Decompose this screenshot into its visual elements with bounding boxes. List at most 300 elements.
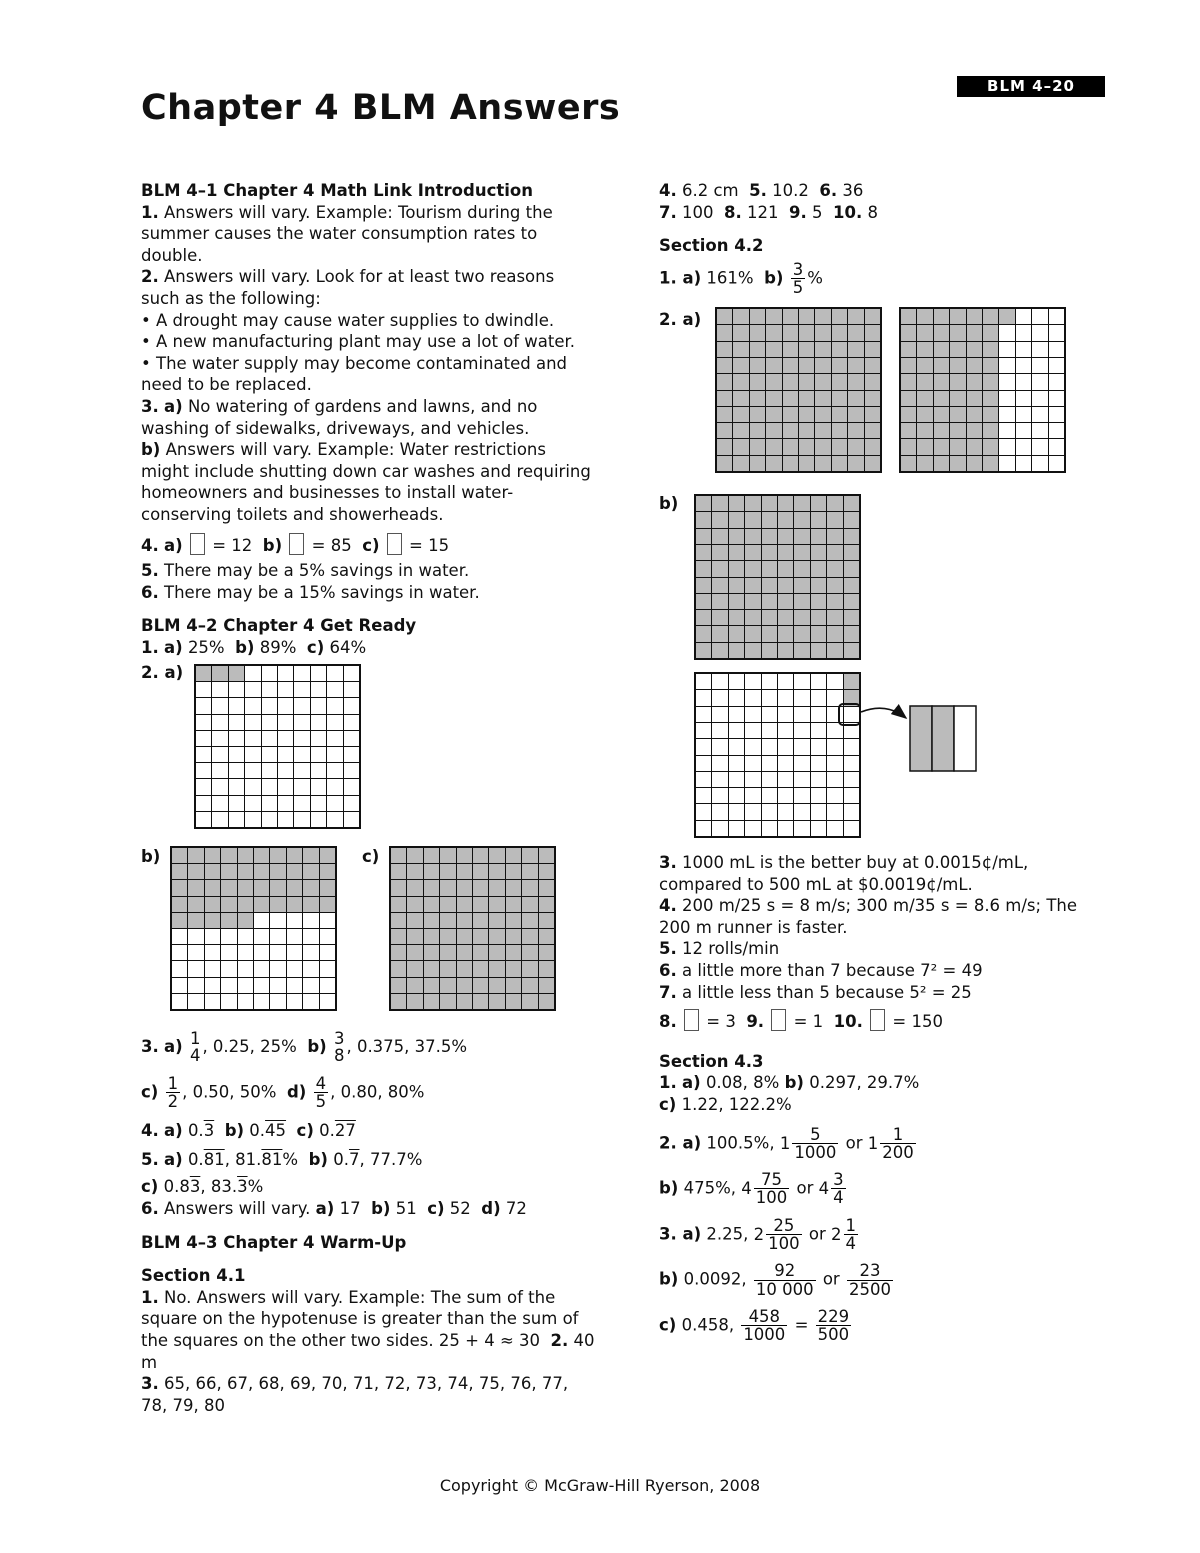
grid-cell [717, 407, 732, 422]
grid-cell [1049, 309, 1064, 324]
grid-cell [278, 763, 293, 778]
grid-cell [391, 978, 406, 993]
grid-cell [729, 804, 744, 819]
grid-cell [811, 723, 826, 738]
zoom-diagram [836, 698, 986, 778]
grid-cell [188, 880, 203, 895]
grid-cell [983, 325, 998, 340]
grid-cell [844, 804, 859, 819]
grid-cell [983, 391, 998, 406]
grid-cell [278, 731, 293, 746]
grid-cell [311, 666, 326, 681]
grid-cell [238, 880, 253, 895]
grid-cell [712, 772, 727, 787]
grid-cell [303, 929, 318, 944]
grid-cell [262, 763, 277, 778]
answer-item: 4. 200 m/25 s = 8 m/s; 300 m/35 s = 8.6 m/s; The 200 m runner is faster. [659, 896, 1078, 937]
grid-cell [1049, 358, 1064, 373]
grid-cell [745, 578, 760, 593]
grid-cell [901, 374, 916, 389]
grid-cell [799, 456, 814, 471]
grid-cell [799, 439, 814, 454]
grid-cell [717, 391, 732, 406]
grid-cell [778, 788, 793, 803]
answer-item: 6. Answers will vary. a) 17 b) 51 c) 52 d) 72 [141, 1199, 527, 1219]
grid-cell [1032, 325, 1047, 340]
grid-cell [865, 342, 880, 357]
grid-cell [778, 723, 793, 738]
grid-cell [311, 796, 326, 811]
grid-cell [489, 864, 504, 879]
grid-cell [766, 391, 781, 406]
grid-cell [999, 407, 1014, 422]
grid-cell [745, 674, 760, 689]
grid-cell [320, 864, 335, 879]
grid-cell [205, 880, 220, 895]
grid-cell [303, 913, 318, 928]
grid-cell [172, 897, 187, 912]
grid-cell [733, 358, 748, 373]
grid-cell [745, 772, 760, 787]
grid-cell [745, 545, 760, 560]
grid-cell [799, 407, 814, 422]
grid-cell [172, 864, 187, 879]
grid-cell [762, 772, 777, 787]
grid-cell [696, 578, 711, 593]
grid-cell [407, 945, 422, 960]
grid-cell [934, 423, 949, 438]
grid-cell [967, 423, 982, 438]
grid-cell [745, 496, 760, 511]
grid-cell [848, 423, 863, 438]
grid-cell [783, 358, 798, 373]
grid-cell [762, 756, 777, 771]
grid-cell [205, 994, 220, 1009]
grid-cell [794, 626, 809, 641]
grid-cell [783, 325, 798, 340]
grid-cell [270, 929, 285, 944]
answer-item: 3. 65, 66, 67, 68, 69, 70, 71, 72, 73, 74, 75, 76, 77, 78, 79, 80 [141, 1374, 569, 1415]
answer-item: 5. a) 0.81, 81.81% b) 0.7, 77.7% [141, 1149, 423, 1169]
grid-cell [762, 626, 777, 641]
answer-item: 6. There may be a 15% savings in water. [141, 582, 480, 602]
grid-cell [205, 897, 220, 912]
grid-cell [327, 715, 342, 730]
grid-cell [799, 423, 814, 438]
grid-cell [344, 812, 359, 827]
grid-cell [745, 610, 760, 625]
grid-cell [762, 643, 777, 658]
grid-cell [783, 407, 798, 422]
grid-cell [196, 666, 211, 681]
grid-cell [270, 961, 285, 976]
grid-cell [221, 961, 236, 976]
grid-cell [934, 342, 949, 357]
grid-cell [815, 325, 830, 340]
grid-cell [983, 309, 998, 324]
grid-cell [783, 309, 798, 324]
grid-cell [811, 496, 826, 511]
grid-cell [262, 779, 277, 794]
section-4-2-heading: Section 4.2 [659, 236, 764, 256]
grid-cell [229, 682, 244, 697]
grid-cell [712, 804, 727, 819]
answer-item: 4. a) = 12 b) = 85 c) = 15 [141, 533, 596, 557]
grid-cell [506, 913, 521, 928]
grid-cell [901, 342, 916, 357]
grid-cell [522, 978, 537, 993]
grid-cell [391, 961, 406, 976]
grid-cell [522, 961, 537, 976]
grid-cell [440, 913, 455, 928]
grid-cell [172, 880, 187, 895]
grid-cell [712, 674, 727, 689]
grid-cell [327, 796, 342, 811]
grid-cell [196, 796, 211, 811]
grid-cell [811, 610, 826, 625]
grid-cell [391, 897, 406, 912]
grid-cell [188, 994, 203, 1009]
grid-cell [799, 391, 814, 406]
grid-cell [212, 812, 227, 827]
grid-cell [188, 897, 203, 912]
blank-box [387, 533, 402, 555]
grid-cell [311, 731, 326, 746]
grid-cell [794, 529, 809, 544]
left-lower [141, 1020, 596, 1416]
grid-cell [848, 407, 863, 422]
grid-cell [844, 578, 859, 593]
grid-cell [778, 674, 793, 689]
grid-cell [827, 674, 842, 689]
grid-cell [327, 812, 342, 827]
grid-cell [983, 456, 998, 471]
grid-cell [1032, 407, 1047, 422]
grid-cell [344, 731, 359, 746]
grid-cell [424, 848, 439, 863]
grid-cell [1032, 358, 1047, 373]
s2a-label: 2. a) [659, 310, 702, 329]
grid-cell [172, 994, 187, 1009]
blm1-heading: BLM 4–1 Chapter 4 Math Link Introduction [141, 181, 533, 200]
grid-cell [745, 804, 760, 819]
answer-item: 3. 1000 mL is the better buy at 0.0015¢/mL, compared to 500 mL at $0.0019¢/mL. [659, 853, 1029, 894]
grid-cell [827, 821, 842, 836]
grid-cell [815, 342, 830, 357]
grid-cell [983, 423, 998, 438]
grid-cell [311, 715, 326, 730]
grid-cell [967, 325, 982, 340]
grid-cell [473, 864, 488, 879]
grid-cell [262, 698, 277, 713]
grid-cell [457, 945, 472, 960]
grid-cell [811, 594, 826, 609]
grid-cell [539, 961, 554, 976]
grid-cell [696, 643, 711, 658]
grid-cell [229, 698, 244, 713]
grid-cell [799, 358, 814, 373]
grid-cell [745, 821, 760, 836]
grid-cell [917, 358, 932, 373]
right-column [659, 180, 1099, 296]
grid-cell [205, 929, 220, 944]
grid-cell [934, 374, 949, 389]
grid-cell [1049, 342, 1064, 357]
grid-cell [745, 756, 760, 771]
grid-cell [844, 496, 859, 511]
grid-cell [294, 779, 309, 794]
grid-cell [696, 821, 711, 836]
grid-cell [827, 594, 842, 609]
grid-cell [815, 358, 830, 373]
grid-cell [848, 374, 863, 389]
grid-cell [901, 391, 916, 406]
blank-box [771, 1009, 786, 1031]
grid-cell [794, 594, 809, 609]
grid-cell [917, 456, 932, 471]
fraction: $\frac{25}{100}$ [768, 1215, 800, 1254]
grid-cell [1032, 342, 1047, 357]
grid-cell [729, 756, 744, 771]
grid-cell [245, 666, 260, 681]
grid-cell [311, 763, 326, 778]
grid-cell [1032, 374, 1047, 389]
grid-cell [320, 994, 335, 1009]
grid-cell [245, 715, 260, 730]
grid-cell [270, 945, 285, 960]
grid-cell [254, 978, 269, 993]
grid-cell [457, 961, 472, 976]
grid-cell [489, 913, 504, 928]
grid-cell [539, 929, 554, 944]
grid-cell [473, 880, 488, 895]
grid-cell [778, 707, 793, 722]
grid-cell [762, 578, 777, 593]
grid-cell [522, 897, 537, 912]
grid-cell [844, 512, 859, 527]
grid-cell [344, 747, 359, 762]
grid-cell [844, 610, 859, 625]
grid-cell [844, 674, 859, 689]
grid-cell [229, 666, 244, 681]
grid-cell [999, 456, 1014, 471]
page-title: Chapter 4 BLM Answers [141, 88, 621, 128]
grid-cell [424, 945, 439, 960]
grid-cell [766, 342, 781, 357]
grid-cell [950, 309, 965, 324]
grid-cell [712, 561, 727, 576]
grid-cell [1016, 325, 1031, 340]
right-lower [659, 852, 1099, 1354]
grid-cell [327, 666, 342, 681]
grid-cell [303, 864, 318, 879]
grid-cell [440, 978, 455, 993]
grid-cell [745, 690, 760, 705]
grid-cell [783, 439, 798, 454]
grid-cell [827, 561, 842, 576]
grid-cell [712, 739, 727, 754]
grid-cell [188, 913, 203, 928]
grid-cell [457, 978, 472, 993]
answer-item: 1. a) 161% b) $\frac{3}{5}$ % [659, 259, 823, 298]
grid-cell [999, 342, 1014, 357]
grid-cell [188, 978, 203, 993]
grid-cell [294, 715, 309, 730]
grid-cell [717, 358, 732, 373]
grid-cell [815, 391, 830, 406]
grid-cell [1016, 342, 1031, 357]
grid-cell [745, 626, 760, 641]
grid-cell [489, 880, 504, 895]
grid-cell [766, 439, 781, 454]
grid-cell [172, 913, 187, 928]
grid-cell [196, 812, 211, 827]
grid-cell [229, 796, 244, 811]
grid-cell [327, 779, 342, 794]
grid-cell [221, 880, 236, 895]
grid-cell [729, 578, 744, 593]
grid-cell [391, 913, 406, 928]
grid-cell [212, 731, 227, 746]
grid-cell [327, 731, 342, 746]
grid-cell [811, 643, 826, 658]
grid-cell [221, 945, 236, 960]
grid-cell [917, 325, 932, 340]
grid-cell [473, 913, 488, 928]
grid-cell [844, 561, 859, 576]
fraction: $\frac{4}{5}$ [315, 1073, 327, 1111]
grid-cell [967, 309, 982, 324]
grid-cell [457, 880, 472, 895]
grid-cell [278, 812, 293, 827]
grid-cell [287, 945, 302, 960]
grid-cell [212, 715, 227, 730]
grid-cell [229, 715, 244, 730]
grid-cell [865, 423, 880, 438]
grid-cell [407, 961, 422, 976]
grid-cell [983, 342, 998, 357]
section-4-3-heading: Section 4.3 [659, 1051, 764, 1071]
grid-cell [1016, 358, 1031, 373]
grid-cell [950, 407, 965, 422]
grid-cell [745, 788, 760, 803]
grid-cell [457, 994, 472, 1009]
grid-cell [1016, 391, 1031, 406]
grid-cell [473, 945, 488, 960]
fraction: $\frac{75}{100}$ [755, 1170, 788, 1208]
grid-cell [344, 682, 359, 697]
grid-cell [827, 788, 842, 803]
grid-cell [832, 391, 847, 406]
grid-cell [865, 309, 880, 324]
grid-cell [750, 358, 765, 373]
grid-cell [778, 690, 793, 705]
grid-cell [221, 897, 236, 912]
grid-cell [712, 594, 727, 609]
grid-cell [999, 423, 1014, 438]
grid-cell [783, 342, 798, 357]
grid-cell [950, 439, 965, 454]
grid-cell [506, 880, 521, 895]
grid-cell [750, 407, 765, 422]
grid-cell [778, 529, 793, 544]
grid-cell [729, 496, 744, 511]
grid-cell [778, 578, 793, 593]
grid-cell [717, 439, 732, 454]
grid-cell [778, 610, 793, 625]
grid-cell [917, 342, 932, 357]
grid-cell [827, 626, 842, 641]
grid-cell [717, 309, 732, 324]
grid-cell [799, 325, 814, 340]
grid-cell [278, 779, 293, 794]
grid-cell [794, 512, 809, 527]
grid-cell [729, 529, 744, 544]
answer-item: 7. a little less than 5 because 5² = 25 [659, 982, 972, 1002]
grid-cell [391, 880, 406, 895]
grid-cell [539, 913, 554, 928]
grid-cell [811, 561, 826, 576]
grid-cell [196, 779, 211, 794]
grid-cell [212, 779, 227, 794]
grid-cell [254, 848, 269, 863]
grid-cell [799, 342, 814, 357]
grid-cell [950, 391, 965, 406]
grid-cell [294, 731, 309, 746]
grid-cell [762, 804, 777, 819]
grid-cell [983, 374, 998, 389]
grid-cell [1049, 391, 1064, 406]
grid-cell [221, 978, 236, 993]
grid-cell [783, 423, 798, 438]
grid-cell [245, 796, 260, 811]
grid-cell [320, 897, 335, 912]
grid-cell [294, 698, 309, 713]
grid-cell [844, 821, 859, 836]
grid-cell [440, 994, 455, 1009]
grid-cell [762, 512, 777, 527]
grid-cell [287, 880, 302, 895]
grid-cell [473, 978, 488, 993]
grid-cell [287, 848, 302, 863]
grid-cell [811, 512, 826, 527]
grid-cell [245, 763, 260, 778]
grid-cell [440, 864, 455, 879]
grid-cell [303, 994, 318, 1009]
grid-cell [766, 325, 781, 340]
grid-cell [729, 610, 744, 625]
grid-cell [172, 929, 187, 944]
grid-cell [303, 848, 318, 863]
grid-cell [311, 747, 326, 762]
grid-cell [489, 961, 504, 976]
grid-cell [778, 739, 793, 754]
grid-cell [287, 897, 302, 912]
grid-cell [489, 929, 504, 944]
grid-cell [717, 456, 732, 471]
grid-cell [320, 913, 335, 928]
grid-cell [440, 880, 455, 895]
copyright-footer: Copyright © McGraw-Hill Ryerson, 2008 [439, 1476, 761, 1495]
answer-item: 2. a) 100.5%, 1 $\frac{5}{1000}$ or 1 $\frac{1}{200}$ [659, 1124, 914, 1162]
grid-cell [1016, 439, 1031, 454]
zoom-third-shaded [910, 706, 932, 771]
grid-cell [717, 325, 732, 340]
grid-cell [865, 325, 880, 340]
grid-cell [522, 880, 537, 895]
grid-cell [750, 423, 765, 438]
s2b-label: b) [659, 494, 679, 513]
